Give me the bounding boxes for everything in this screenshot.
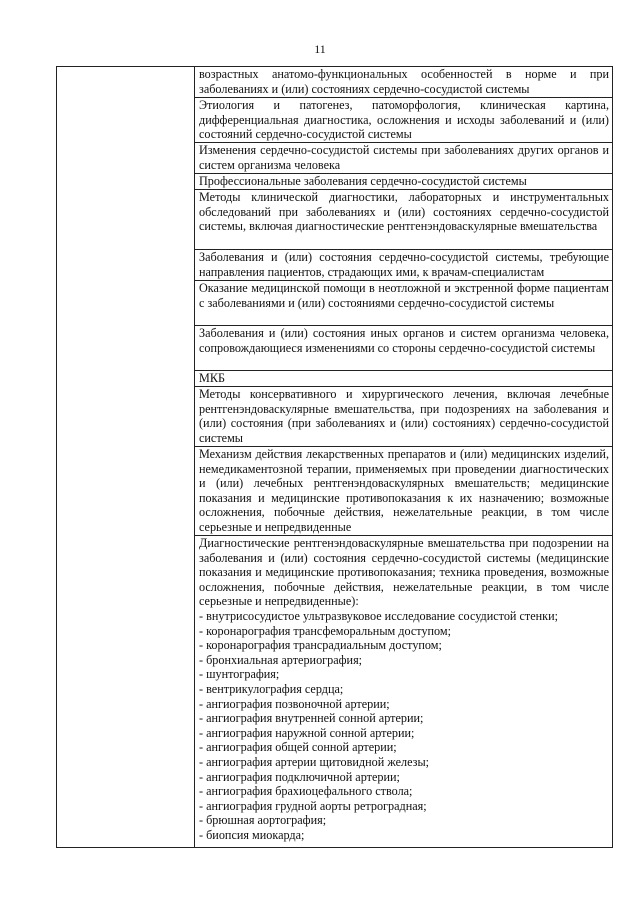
requirements-table xyxy=(56,66,613,848)
list-item: - биопсия миокарда; xyxy=(199,827,305,842)
list-item: - шунтография; xyxy=(199,667,280,682)
table-row: Заболевания и (или) состояния иных органов и систем организма человека, сопровождающиеся изменениями со стороны сердечно-сосудистой системы xyxy=(195,326,612,371)
list-item: - вентрикулография сердца; xyxy=(199,681,344,696)
list-item: - брюшная аортография; xyxy=(199,813,327,828)
list-item: - ангиография общей сонной артерии; xyxy=(199,740,397,755)
interventions-intro: Диагностические рентгенэндоваскулярные вмешательства при подозрении на заболевания и (или) состояния сердечно-сосудистой системы (медицинские показания и медицинские противопоказания; техника проведения, возможные осложнения, побочные действия, нежелательные реакции, в том числе серьезные и непредвиденные): xyxy=(199,536,609,609)
list-item: - коронарография трансфеморальным доступом; xyxy=(199,623,452,638)
table-row: Оказание медицинской помощи в неотложной и экстренной форме пациентам с заболеваниями и (или) состояниями сердечно-сосудистой системы xyxy=(195,281,612,326)
list-item: - внутрисосудистое ультразвуковое исследование сосудистой стенки; xyxy=(199,608,558,623)
list-item: - ангиография позвоночной артерии; xyxy=(199,696,390,711)
table-row: Механизм действия лекарственных препаратов и (или) медицинских изделий, немедикаментозной терапии, применяемых при проведении диагностических и (или) лечебных рентгенэндоваскулярных вмешательств; медицинские показания и медицинские противопоказания к их назначению; возможные осложнения, побочные действия, нежелательные реакции, в том числе серьезные и непредвиденные xyxy=(195,447,612,536)
table-row: Профессиональные заболевания сердечно-сосудистой системы xyxy=(195,174,612,190)
list-item: - ангиография артерии щитовидной железы; xyxy=(199,754,430,769)
page-number: 11 xyxy=(314,42,326,56)
table-row: Изменения сердечно-сосудистой системы при заболеваниях других органов и систем организма человека xyxy=(195,143,612,174)
table-row: МКБ xyxy=(195,371,612,387)
table-right-column xyxy=(195,67,612,847)
table-row: Этиология и патогенез, патоморфология, клиническая картина, дифференциальная диагностика, осложнения и исходы заболеваний и (или) состояний сердечно-сосудистой системы xyxy=(195,98,612,143)
interventions-list xyxy=(199,609,609,843)
table-row: Методы клинической диагностики, лабораторных и инструментальных обследований при заболеваниях и (или) состояниях сердечно-сосудистой системы, включая диагностические рентгенэндоваскулярные вмешательства xyxy=(195,190,612,250)
list-item: - бронхиальная артериография; xyxy=(199,652,363,667)
table-row: Заболевания и (или) состояния сердечно-сосудистой системы, требующие направления пациентов, страдающих ими, к врачам-специалистам xyxy=(195,250,612,281)
list-item: - ангиография наружной сонной артерии; xyxy=(199,725,415,740)
list-item: - коронарография трансрадиальным доступом; xyxy=(199,638,442,653)
list-item: - ангиография внутренней сонной артерии; xyxy=(199,711,424,726)
list-item: - ангиография грудной аорты ретроградная; xyxy=(199,798,427,813)
table-row: возрастных анатомо-функциональных особенностей в норме и при заболеваниях и (или) состояниях сердечно-сосудистой системы xyxy=(195,67,612,98)
table-row: Методы консервативного и хирургического лечения, включая лечебные рентгенэндоваскулярные вмешательства, при подозрениях на заболевания и (или) состояния (при заболеваниях и (или) состояниях) сердечно-сосудистой системы xyxy=(195,387,612,447)
table-row-interventions xyxy=(195,536,612,842)
list-item: - ангиография подключичной артерии; xyxy=(199,769,400,784)
list-item: - ангиография брахиоцефального ствола; xyxy=(199,784,413,799)
table-left-column xyxy=(57,67,195,847)
